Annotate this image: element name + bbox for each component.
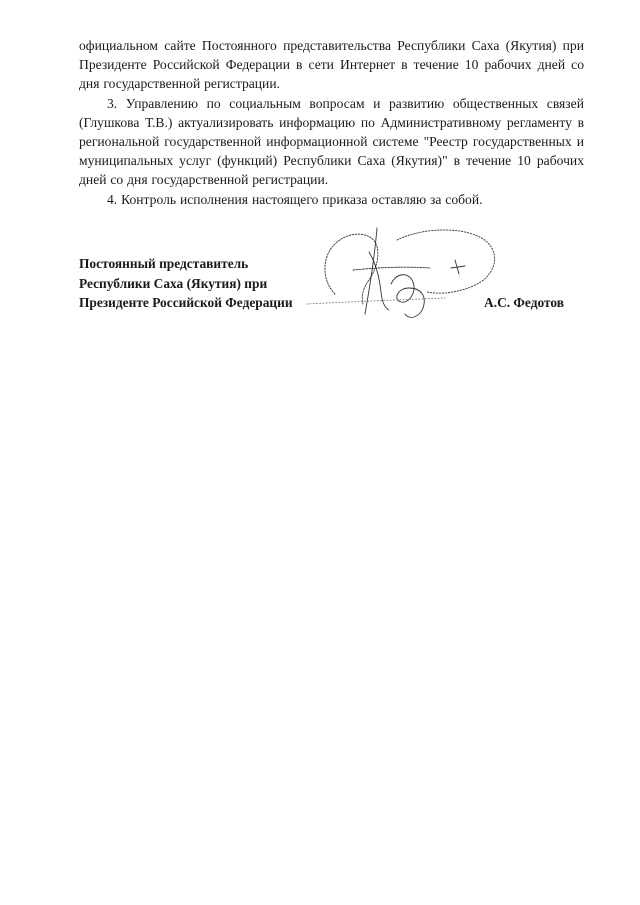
document-body [79, 36, 584, 209]
signatory-name: А.С. Федотов [484, 295, 564, 310]
signature-block [79, 254, 584, 313]
signatory-title-line-1: Постоянный представитель [79, 256, 249, 271]
paragraph-item-3: 3. Управлению по социальным вопросам и развитию общественных связей (Глушкова Т.В.) актуализировать информацию по Административному регламенту в региональной государственной информационной системе "Реестр государственных и муниципальных услуг (функций) Республики Саха (Якутия)" в течение 10 рабочих дней со дня государственной регистрации. [79, 95, 584, 188]
signatory-title-line-3: Президенте Российской Федерации [79, 295, 293, 310]
paragraph-item-4: 4. Контроль исполнения настоящего приказа оставляю за собой. [107, 191, 483, 207]
signatory-title-line-2: Республики Саха (Якутия) при [79, 275, 268, 291]
paragraph-continuation: официальном сайте Постоянного представительства Республики Саха (Якутия) при Президенте Российской Федерации в сети Интернет в течение 10 рабочих дней со дня государственной регистрации. [79, 38, 584, 92]
